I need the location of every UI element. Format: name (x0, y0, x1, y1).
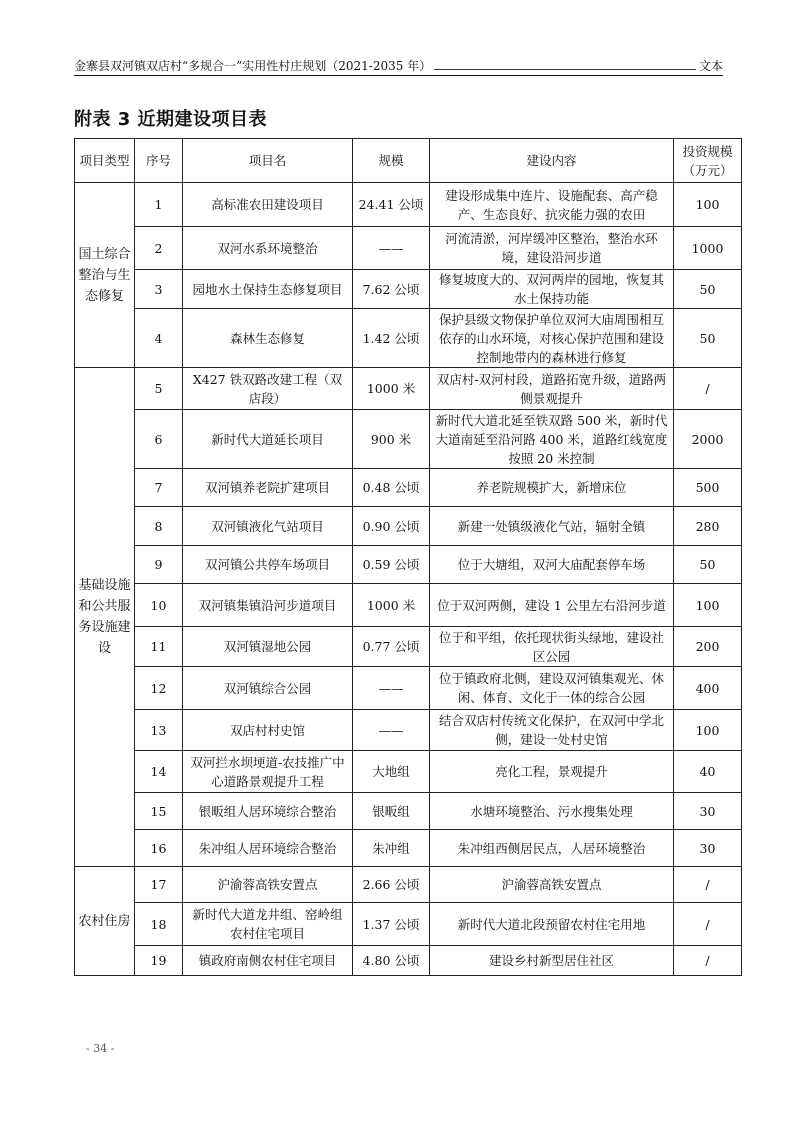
cell-name: 双店村村史馆 (183, 710, 353, 751)
table-row (75, 183, 742, 227)
table-row (75, 584, 742, 627)
cell-invest: / (674, 903, 742, 946)
col-header-name: 项目名 (183, 139, 353, 183)
page-number: - 34 - (86, 1042, 115, 1055)
table-row (75, 227, 742, 270)
cell-invest: 30 (674, 830, 742, 867)
cell-invest: 100 (674, 183, 742, 227)
cell-name: 双河水系环境整治 (183, 227, 353, 270)
cell-no: 19 (135, 946, 183, 976)
cell-scale: 0.59 公顷 (353, 546, 430, 584)
cell-invest: 50 (674, 270, 742, 309)
cell-content: 新时代大道北段预留农村住宅用地 (430, 903, 674, 946)
table-row (75, 867, 742, 903)
cell-scale: 1000 米 (353, 368, 430, 410)
cell-content: 位于和平组，依托现状街头绿地，建设社区公园 (430, 627, 674, 667)
cell-scale: 银畈组 (353, 793, 430, 830)
cell-name: 双河镇集镇沿河步道项目 (183, 584, 353, 627)
table-row (75, 710, 742, 751)
cell-name: 双河拦水坝埂道-农技推广中心道路景观提升工程 (183, 751, 353, 793)
cell-scale: 朱冲组 (353, 830, 430, 867)
table-row (75, 667, 742, 710)
cell-project-type: 基础设施和公共服务设施建设 (75, 368, 135, 867)
cell-name: 高标准农田建设项目 (183, 183, 353, 227)
cell-no: 12 (135, 667, 183, 710)
cell-invest: 100 (674, 584, 742, 627)
cell-content: 位于双河两侧，建设 1 公里左右沿河步道 (430, 584, 674, 627)
col-header-content: 建设内容 (430, 139, 674, 183)
col-header-invest: 投资规模（万元） (674, 139, 742, 183)
header-doc-label: 文本 (698, 59, 723, 73)
cell-scale: 2.66 公顷 (353, 867, 430, 903)
col-header-scale: 规模 (353, 139, 430, 183)
cell-invest: 30 (674, 793, 742, 830)
table-row (75, 946, 742, 976)
cell-name: 新时代大道延长项目 (183, 410, 353, 469)
cell-name: 双河镇养老院扩建项目 (183, 469, 353, 507)
cell-content: 水塘环境整治、污水搜集处理 (430, 793, 674, 830)
cell-invest: 50 (674, 309, 742, 368)
cell-project-type: 农村住房 (75, 867, 135, 976)
table-body (75, 183, 742, 976)
cell-scale: 0.77 公顷 (353, 627, 430, 667)
cell-scale: 900 米 (353, 410, 430, 469)
cell-scale: 7.62 公顷 (353, 270, 430, 309)
cell-scale: 4.80 公顷 (353, 946, 430, 976)
cell-content: 保护县级文物保护单位双河大庙周围相互依存的山水环境，对核心保护范围和建设控制地带内的森林进行修复 (430, 309, 674, 368)
cell-no: 17 (135, 867, 183, 903)
table-row (75, 546, 742, 584)
cell-scale: 0.48 公顷 (353, 469, 430, 507)
cell-name: 镇政府南侧农村住宅项目 (183, 946, 353, 976)
col-header-type: 项目类型 (75, 139, 135, 183)
cell-no: 16 (135, 830, 183, 867)
cell-invest: 500 (674, 469, 742, 507)
table-row (75, 507, 742, 546)
page-header (74, 59, 723, 73)
table-row (75, 830, 742, 867)
table-row (75, 469, 742, 507)
cell-scale: 24.41 公顷 (353, 183, 430, 227)
cell-name: 沪渝蓉高铁安置点 (183, 867, 353, 903)
cell-no: 9 (135, 546, 183, 584)
cell-scale: —— (353, 710, 430, 751)
cell-content: 新建一处镇级液化气站，辐射全镇 (430, 507, 674, 546)
cell-content: 位于大塘组，双河大庙配套停车场 (430, 546, 674, 584)
cell-invest: 200 (674, 627, 742, 667)
cell-no: 18 (135, 903, 183, 946)
table-row (75, 368, 742, 410)
cell-name: X427 铁双路改建工程（双店段） (183, 368, 353, 410)
cell-invest: 1000 (674, 227, 742, 270)
cell-name: 银畈组人居环境综合整治 (183, 793, 353, 830)
cell-content: 亮化工程，景观提升 (430, 751, 674, 793)
table-row (75, 410, 742, 469)
table-row (75, 751, 742, 793)
cell-name: 双河镇公共停车场项目 (183, 546, 353, 584)
cell-name: 双河镇综合公园 (183, 667, 353, 710)
cell-scale: —— (353, 667, 430, 710)
cell-invest: 40 (674, 751, 742, 793)
cell-name: 双河镇湿地公园 (183, 627, 353, 667)
cell-content: 建设形成集中连片、设施配套、高产稳产、生态良好、抗灾能力强的农田 (430, 183, 674, 227)
cell-scale: 0.90 公顷 (353, 507, 430, 546)
project-table (74, 138, 742, 976)
cell-content: 修复坡度大的、双河两岸的园地，恢复其水土保持功能 (430, 270, 674, 309)
cell-content: 养老院规模扩大，新增床位 (430, 469, 674, 507)
cell-scale: 1.37 公顷 (353, 903, 430, 946)
cell-scale: 1.42 公顷 (353, 309, 430, 368)
cell-invest: 280 (674, 507, 742, 546)
cell-content: 朱冲组西侧居民点，人居环境整治 (430, 830, 674, 867)
cell-no: 5 (135, 368, 183, 410)
cell-content: 沪渝蓉高铁安置点 (430, 867, 674, 903)
cell-no: 8 (135, 507, 183, 546)
header-title: 金寨县双河镇双店村“多规合一”实用性村庄规划（2021-2035 年） (74, 59, 432, 73)
cell-no: 4 (135, 309, 183, 368)
cell-content: 位于镇政府北侧，建设双河镇集观光、休闲、体育、文化于一体的综合公园 (430, 667, 674, 710)
cell-name: 新时代大道龙井组、窑岭组农村住宅项目 (183, 903, 353, 946)
cell-scale: 大地组 (353, 751, 430, 793)
header-dash-line (434, 69, 696, 70)
cell-invest: / (674, 946, 742, 976)
cell-no: 7 (135, 469, 183, 507)
cell-name: 森林生态修复 (183, 309, 353, 368)
table-row (75, 903, 742, 946)
cell-invest: / (674, 867, 742, 903)
col-header-no: 序号 (135, 139, 183, 183)
header-rule (74, 75, 723, 76)
cell-no: 10 (135, 584, 183, 627)
page-title: 附表 3 近期建设项目表 (74, 109, 268, 130)
cell-content: 新时代大道北延至铁双路 500 米，新时代大道南延至沿河路 400 米，道路红线宽度按照 20 米控制 (430, 410, 674, 469)
table-header (75, 139, 742, 183)
cell-name: 园地水土保持生态修复项目 (183, 270, 353, 309)
cell-name: 双河镇液化气站项目 (183, 507, 353, 546)
cell-content: 双店村-双河村段，道路拓宽升级，道路两侧景观提升 (430, 368, 674, 410)
cell-no: 3 (135, 270, 183, 309)
cell-scale: —— (353, 227, 430, 270)
cell-no: 14 (135, 751, 183, 793)
cell-scale: 1000 米 (353, 584, 430, 627)
cell-no: 15 (135, 793, 183, 830)
cell-invest: / (674, 368, 742, 410)
cell-content: 结合双店村传统文化保护，在双河中学北侧，建设一处村史馆 (430, 710, 674, 751)
cell-name: 朱冲组人居环境综合整治 (183, 830, 353, 867)
cell-no: 11 (135, 627, 183, 667)
cell-content: 建设乡村新型居住社区 (430, 946, 674, 976)
cell-no: 6 (135, 410, 183, 469)
cell-project-type: 国土综合整治与生态修复 (75, 183, 135, 368)
cell-invest: 50 (674, 546, 742, 584)
table-row (75, 270, 742, 309)
cell-content: 河流清淤，河岸缓冲区整治，整治水环境，建设沿河步道 (430, 227, 674, 270)
table-row (75, 309, 742, 368)
table-row (75, 627, 742, 667)
table-row (75, 793, 742, 830)
cell-no: 1 (135, 183, 183, 227)
cell-no: 13 (135, 710, 183, 751)
cell-invest: 2000 (674, 410, 742, 469)
cell-invest: 400 (674, 667, 742, 710)
cell-no: 2 (135, 227, 183, 270)
cell-invest: 100 (674, 710, 742, 751)
